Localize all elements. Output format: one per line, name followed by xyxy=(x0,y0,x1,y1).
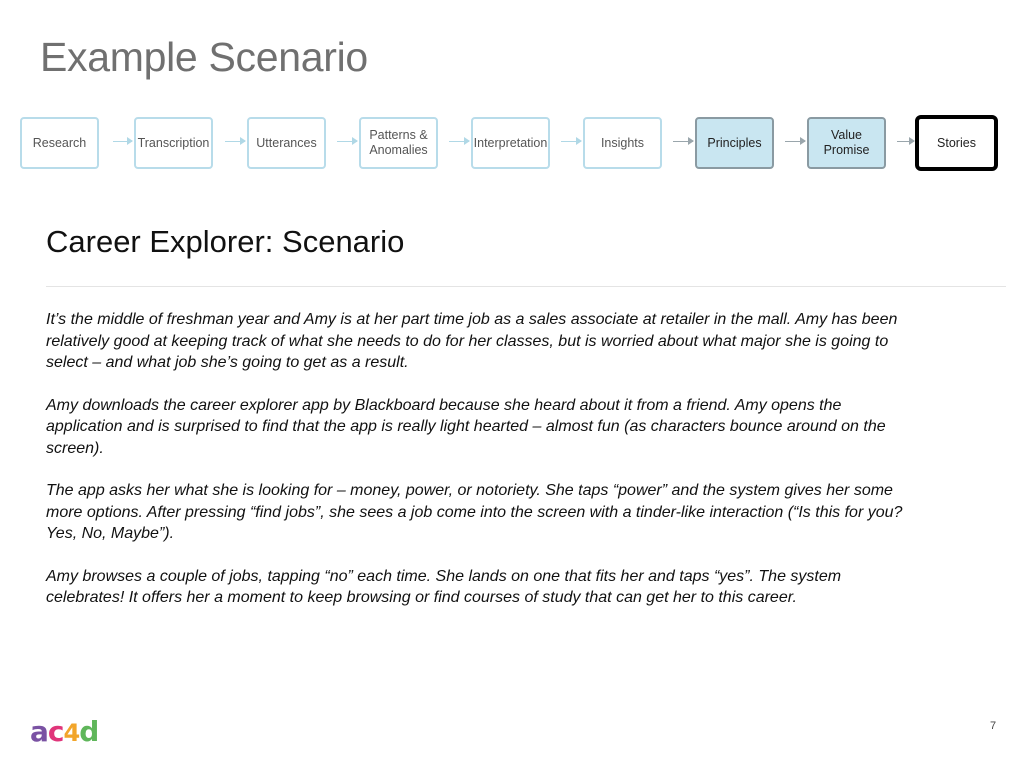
scenario-body xyxy=(46,309,916,630)
step-principles xyxy=(695,117,774,169)
arrow-connector xyxy=(113,141,132,142)
step-stories xyxy=(915,115,998,171)
step-research xyxy=(20,117,99,169)
ac4d-logo: ac4d xyxy=(30,715,99,748)
step-value-promise xyxy=(807,117,886,169)
step-label: Value Promise xyxy=(823,128,870,157)
slide-title: Example Scenario xyxy=(40,34,368,80)
step-label: Stories xyxy=(937,135,976,150)
step-patterns-anomalies xyxy=(359,117,438,169)
step-interpretation xyxy=(471,117,550,169)
page-number: 7 xyxy=(990,720,997,732)
step-label: Research xyxy=(32,135,87,150)
divider xyxy=(46,286,1006,287)
scenario-paragraph: It’s the middle of freshman year and Amy is at her part time job as a sales associate at retailer in the mall. Amy has been relatively good at keeping track of what she needs to do for her classes, but is worried about what major she is going to select – and what job she’s going to get as a result. xyxy=(46,311,898,371)
section-heading: Career Explorer: Scenario xyxy=(46,224,405,259)
step-transcription xyxy=(134,117,213,169)
arrow-connector xyxy=(449,141,469,142)
arrow-connector xyxy=(561,141,581,142)
process-flow xyxy=(0,0,1024,190)
step-label: Transcription xyxy=(137,135,210,150)
scenario-paragraph: The app asks her what she is looking for – money, power, or notoriety. She taps “power” and the system gives her some more options. After pressing “find jobs”, she sees a job come into the screen with a tinder-like interaction (“Is this for you? Yes, No, Maybe”). xyxy=(46,482,903,542)
step-label: Principles xyxy=(707,135,762,150)
scenario-paragraph: Amy browses a couple of jobs, tapping “no” each time. She lands on one that fits her and taps “yes”. The system celebrates! It offers her a moment to keep browsing or find courses of study that can get her to this career. xyxy=(46,567,842,606)
step-label: Insights xyxy=(600,135,645,150)
arrow-connector xyxy=(673,141,693,142)
step-label: Interpretation xyxy=(473,135,548,150)
arrow-connector xyxy=(785,141,805,142)
arrow-connector xyxy=(337,141,357,142)
step-insights xyxy=(583,117,662,169)
scenario-paragraph: Amy downloads the career explorer app by Blackboard because she heard about it from a friend. Amy opens the application and is surprised to find that the app is really light hearted – almost fun (as characters bounce around on the screen). xyxy=(46,396,886,457)
arrow-connector xyxy=(225,141,245,142)
arrow-connector xyxy=(897,141,914,142)
step-label: Utterances xyxy=(256,135,317,150)
step-utterances xyxy=(247,117,326,169)
step-label: Patterns & Anomalies xyxy=(369,128,428,157)
